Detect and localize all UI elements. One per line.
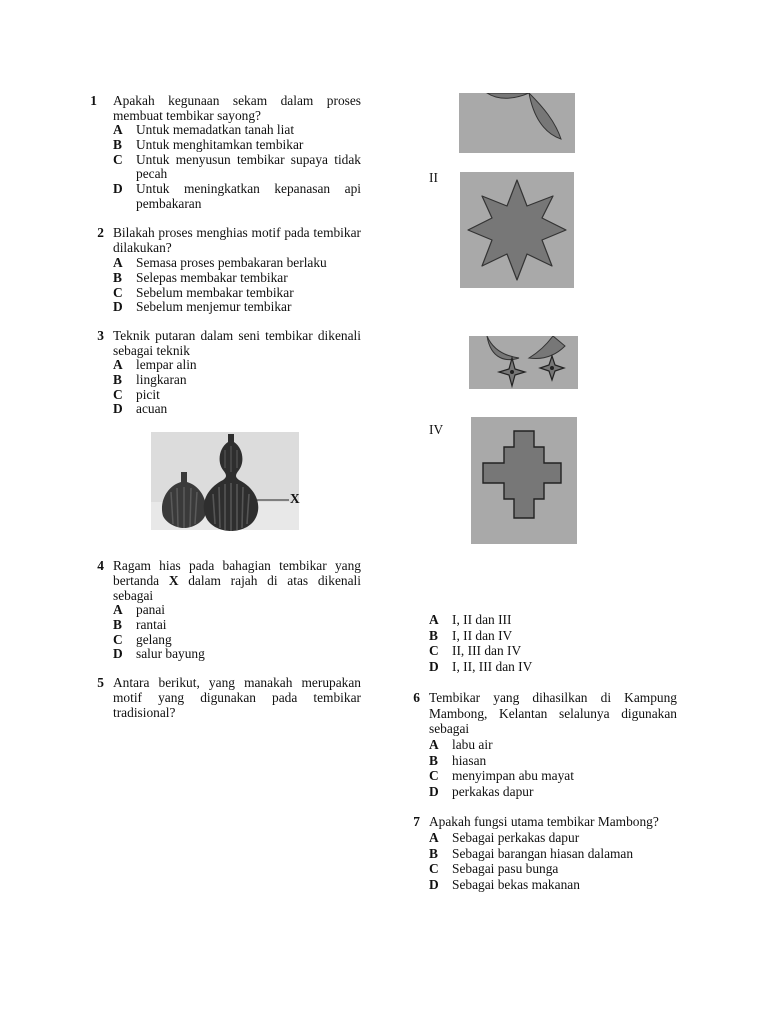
option-label: C: [429, 643, 439, 658]
option-label: C: [429, 768, 439, 783]
option-label: C: [113, 284, 123, 300]
option-c[interactable]: [429, 768, 677, 784]
stem-marker: X: [168, 572, 179, 588]
motif-i: [459, 93, 575, 153]
option-b[interactable]: [429, 846, 677, 862]
option-c[interactable]: [113, 153, 361, 183]
option-text: Sebelum membakar tembikar: [136, 284, 294, 300]
option-text: Sebelum menjemur tembikar: [136, 299, 292, 315]
option-list: [113, 123, 361, 212]
option-d[interactable]: [113, 300, 361, 315]
option-text: Sebagai perkakas dapur: [452, 830, 580, 845]
option-a[interactable]: [429, 830, 677, 846]
option-label: B: [113, 371, 122, 387]
motif-label-iv: IV: [429, 422, 444, 437]
option-text: lempar alin: [136, 357, 197, 372]
question-number: 4: [97, 558, 104, 573]
option-a[interactable]: [113, 256, 361, 271]
option-b[interactable]: [113, 618, 361, 633]
option-c[interactable]: [113, 286, 361, 301]
option-text: Untuk menghitamkan tembikar: [136, 136, 304, 152]
option-label: D: [113, 299, 123, 315]
option-label: B: [113, 616, 122, 632]
option-text: menyimpan abu mayat: [452, 768, 574, 783]
option-list: [113, 603, 361, 662]
question-5-option-list: [429, 612, 677, 674]
option-label: D: [113, 181, 123, 197]
option-text: acuan: [136, 401, 168, 417]
option-d[interactable]: [113, 647, 361, 662]
motif-iv-cross-icon: [471, 417, 577, 544]
option-text: I, II, III dan IV: [452, 658, 533, 674]
option-label: A: [429, 612, 439, 627]
question-number: 5: [97, 675, 104, 690]
option-d[interactable]: [113, 182, 361, 212]
option-b[interactable]: [113, 138, 361, 153]
option-c[interactable]: [113, 633, 361, 648]
motif-label-ii: II: [429, 170, 438, 185]
option-text: gelang: [136, 631, 172, 647]
question-number: 2: [97, 225, 104, 240]
motif-ii: [460, 172, 574, 288]
option-text: Untuk menyusun tembikar supaya tidak pecah: [136, 151, 361, 182]
option-d[interactable]: [429, 877, 677, 893]
option-label: B: [429, 752, 438, 768]
option-label: B: [113, 136, 122, 152]
option-text: I, II dan III: [452, 612, 512, 627]
option-text: I, II dan IV: [452, 627, 513, 643]
question-stem: Apakah kegunaan sekam dalam proses membuat tembikar sayong?: [113, 93, 361, 123]
option-a[interactable]: [113, 603, 361, 618]
stem-text: dalam rajah di atas dikenali sebagai: [113, 572, 361, 603]
option-d[interactable]: [113, 402, 361, 417]
question-stem: [113, 559, 361, 603]
question-number: 3: [97, 328, 104, 343]
option-text: Sebagai pasu bunga: [452, 861, 559, 876]
marker-x: X: [290, 491, 300, 506]
option-text: rantai: [136, 616, 167, 632]
option-c[interactable]: [429, 643, 677, 659]
option-text: salur bayung: [136, 646, 205, 662]
option-label: B: [113, 269, 122, 285]
option-text: lingkaran: [136, 371, 187, 387]
vase-illustration: [151, 432, 311, 532]
option-label: B: [429, 627, 438, 643]
option-text: hiasan: [452, 752, 487, 768]
motif-iv: [471, 417, 577, 544]
question-number: 1: [90, 93, 97, 108]
option-a[interactable]: [113, 358, 361, 373]
option-label: D: [429, 658, 439, 674]
option-text: picit: [136, 386, 160, 402]
option-text: Untuk meningkatkan kepanasan api pembakaran: [136, 181, 361, 211]
option-label: A: [429, 737, 439, 752]
question-stem: Teknik putaran dalam seni tembikar dikenali sebagai teknik: [113, 328, 361, 358]
option-b[interactable]: [429, 753, 677, 769]
option-label: C: [429, 861, 439, 876]
option-label: A: [113, 602, 123, 617]
question-stem: Apakah fungsi utama tembikar Mambong?: [429, 814, 659, 829]
option-b[interactable]: [113, 373, 361, 388]
option-a[interactable]: [429, 612, 677, 628]
question-number: 7: [413, 814, 420, 829]
option-label: A: [113, 122, 123, 137]
option-label: D: [113, 401, 123, 417]
option-label: D: [113, 646, 123, 662]
option-text: Untuk memadatkan tanah liat: [136, 122, 295, 137]
vase-figure: [151, 432, 311, 532]
option-list: [113, 256, 361, 315]
option-label: D: [429, 783, 439, 799]
motif-i-shape: [459, 93, 575, 153]
option-a[interactable]: [113, 123, 361, 138]
option-label: C: [113, 386, 123, 402]
option-label: A: [113, 255, 123, 270]
option-d[interactable]: [429, 784, 677, 800]
question-stem: Antara berikut, yang manakah merupakan motif yang digunakan pada tembikar tradisional?: [113, 675, 361, 720]
option-label: C: [113, 631, 123, 647]
option-text: Selepas membakar tembikar: [136, 269, 288, 285]
motif-iii-star-icon: [469, 336, 578, 389]
option-b[interactable]: [113, 271, 361, 286]
option-list: [113, 358, 361, 417]
option-d[interactable]: [429, 659, 677, 675]
option-text: panai: [136, 602, 165, 617]
option-list: [429, 830, 677, 892]
motif-ii-flower-icon: [460, 172, 574, 288]
option-label: A: [429, 830, 439, 845]
question-number: 6: [413, 690, 420, 705]
option-label: C: [113, 151, 123, 167]
option-text: perkakas dapur: [452, 783, 534, 799]
option-b[interactable]: [429, 628, 677, 644]
option-label: A: [113, 357, 123, 372]
option-text: II, III dan IV: [452, 643, 522, 658]
option-list: [429, 737, 677, 799]
option-text: Sebagai bekas makanan: [452, 876, 580, 892]
motif-iii: [469, 336, 578, 389]
option-label: B: [429, 845, 438, 861]
option-label: D: [429, 876, 439, 892]
option-text: Sebagai barangan hiasan dalaman: [452, 845, 634, 861]
stem-text: Ragam hias pada bahagian tembikar yang bertanda: [113, 558, 361, 588]
option-text: labu air: [452, 737, 493, 752]
question-stem: Bilakah proses menghias motif pada tembikar dilakukan?: [113, 225, 361, 255]
option-text: Semasa proses pembakaran berlaku: [136, 255, 327, 270]
option-c[interactable]: [113, 388, 361, 403]
question-stem: Tembikar yang dihasilkan di Kampung Mambong, Kelantan selalunya digunakan sebagai: [429, 690, 677, 736]
option-a[interactable]: [429, 737, 677, 753]
option-c[interactable]: [429, 861, 677, 877]
